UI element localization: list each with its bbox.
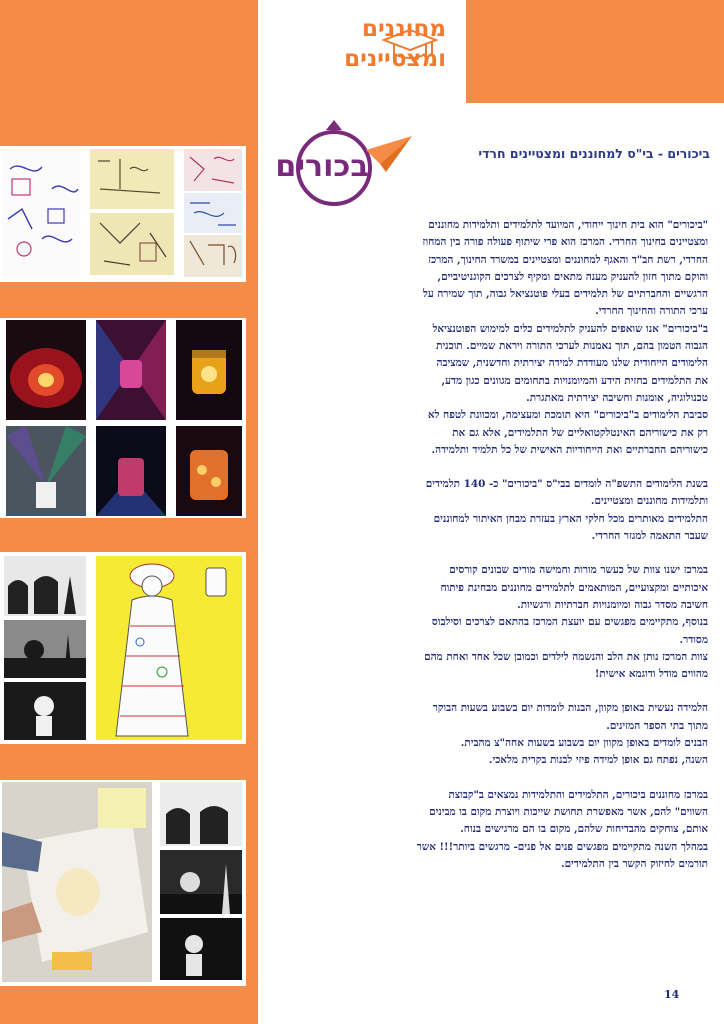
article-line: טכנולוגיה, אומנות וחשיבה יצירתית מאתגרת. [526, 391, 708, 404]
article-line: במרכז ישנו צוות של כעשר מורות וחמישה מורים שבונים קורסים [449, 564, 708, 577]
jar-lamp-photo-1 [6, 320, 86, 420]
article-line: השווים" להם, אשר מאפשרת תחושת שייכות ויוצרת מקום בו מבינים [429, 805, 708, 818]
silhouette-photo-1 [4, 556, 86, 616]
article-line: אותם, צוחקים מהבדיחות שלהם, מקום בו הם מרגישים בנוח. [460, 823, 708, 836]
silhouette-photo-4 [160, 782, 242, 846]
graduation-cap-icon [380, 24, 440, 64]
article-line: בנוסף, מתקיימים מפגשים עם יועצת המרכז בהתאם לצרכים וסילבוס [431, 616, 708, 629]
sketch-photo-1 [90, 149, 174, 209]
article-line: הלימודים הייחודית שלנו מעודדת למידה יצירתית וחדשנית, שמציבה [436, 357, 708, 370]
jar-lamp-photo-6 [176, 426, 242, 516]
article-line: סביבת הלימודים ב"ביכורים" היא תומכת ומעצימה, ומכוונת לטפח לא [427, 409, 708, 422]
article-line: צוות המרכז נותן את הלב והנשמה לילדים וכמובן שכל אחד ואחת מהם [424, 650, 708, 663]
article-line: מתוך בתי הספר המזינים. [606, 719, 708, 732]
article-line: במהלך השנה מתקיימים מפגשים פנים אל פנים- מרגשים ביותר!!! אשר [416, 840, 708, 853]
article-line: חשיבה מסדר גבוה ומיומנויות חברתיות ורגשיות. [517, 598, 708, 611]
silhouette-photo-6 [160, 918, 242, 980]
article-line: ערכי התורה והחינוך החרדי. [595, 305, 708, 318]
jar-lamp-photo-4 [6, 426, 86, 516]
article-line: ותלמידות מחוננים ומצטיינים. [590, 495, 708, 508]
article-line: הבנים לומדים באופן מקוון יום בשבוע בשעות אחה"צ מהבית. [460, 737, 708, 750]
decorated-doll-photo [96, 556, 242, 740]
article-line: הלמידה נעשית באופן מקוון, הבנות לומדות יום בשבוע בשעות הבוקר [432, 702, 708, 715]
section-title-line2: ומצטיינים [344, 46, 446, 72]
top-orange-block [466, 0, 724, 103]
article-line: בשנת הלימודים התשפ"ה לומדים בבי"ס "ביכורים" כ- 140 תלמידים [425, 478, 708, 491]
page-number: 14 [664, 988, 680, 1001]
article-line: והוקם מתוך חזון להעניק מענה מתאים ומקיף לצרכים הקוגניטיביים, [437, 270, 708, 283]
logo-text: בכורים [275, 149, 369, 184]
article-line: ב"ביכורים" אנו שואפים להעניק לתלמידים כלים למימוש הפוטנציאל [432, 322, 708, 335]
silhouette-photo-5 [160, 850, 242, 914]
paragraph-gap [276, 545, 708, 562]
article-heading: ביכורים - בי"ס למחוננים ומצטיינים חרדי [478, 146, 710, 161]
jar-lamp-photo-2 [96, 320, 166, 420]
article-line: במרכז מחוננים ביכורים, התלמידים והתלמידות נמצאים ב"קבוצת [448, 788, 708, 801]
article-line: הרגשיים והחברתיים של תלמידים בעלי פוטנציאל גבוה, תוך שמירה על [422, 288, 708, 301]
article-line: מסודר. [679, 633, 708, 646]
section-title-line1: מחוננים [362, 16, 446, 42]
paragraph-gap [276, 770, 708, 787]
article-line: התלמידים מאותרים מכל חלקי הארץ בעזרת מבחן האיתור למחוננים [433, 512, 708, 525]
students-working-photo [2, 782, 152, 982]
article-line: רק את כישוריהם האינטלקטואליים של התלמידים, אלא גם את [452, 426, 708, 439]
article-line: השנה, נפתח גם אופן למידה פיזי לבנות בקרית מלאכי. [488, 754, 708, 767]
sketch-photo-5 [184, 235, 242, 277]
article-line: "ביכורים" הוא בית חינוך ייחודי, המיועד לתלמידים ותלמידות מחוננים [428, 219, 708, 231]
article-line: הגבוה הטמון בהם, תוך נאמנות לערכי התורה ויראת שמיים. תוכנית [436, 340, 708, 353]
silhouette-photo-2 [4, 620, 86, 678]
jar-lamp-photo-5 [96, 426, 166, 516]
paragraph-gap [276, 683, 708, 700]
article-line: איכותיים ומקצועיים, המותאמים לתלמידים מחוננים מבחינת פיתוח [440, 581, 708, 594]
article-line: את התלמידים בחזית הידע והמיומנויות בתחומים מגוונים כגון מדע, [441, 374, 708, 387]
article-line: כישוריהם החברתיים ואת הייחודיות האישית של כל תלמיד ותלמידה. [431, 443, 708, 456]
sketch-photo-2 [90, 213, 174, 275]
student-drawing-photo [2, 149, 80, 277]
silhouette-photo-3 [4, 682, 86, 740]
article-line: ומצטיינים בחינוך החרדי. המרכז הוא פרי שיתוף פעולה פורה בין המחוז [422, 236, 708, 249]
article-line: החרדי, רשת חב"ד והאגף למחוננים ומצטיינים במשרד החינוך, המרכז [428, 253, 708, 266]
paragraph-gap [276, 459, 708, 476]
sketch-photo-3 [184, 149, 242, 191]
article-body [276, 217, 708, 873]
article-line: מהווים מודל ודוגמא אישית! [594, 668, 708, 681]
jar-lamp-photo-3 [176, 320, 242, 420]
bikurim-logo [262, 116, 414, 208]
article-line: תורמים לחיזוק הקשר בין התלמידים. [560, 857, 708, 870]
sketch-photo-4 [184, 193, 242, 233]
article-line: שעבר התאמה למגזר החרדי. [591, 530, 708, 543]
